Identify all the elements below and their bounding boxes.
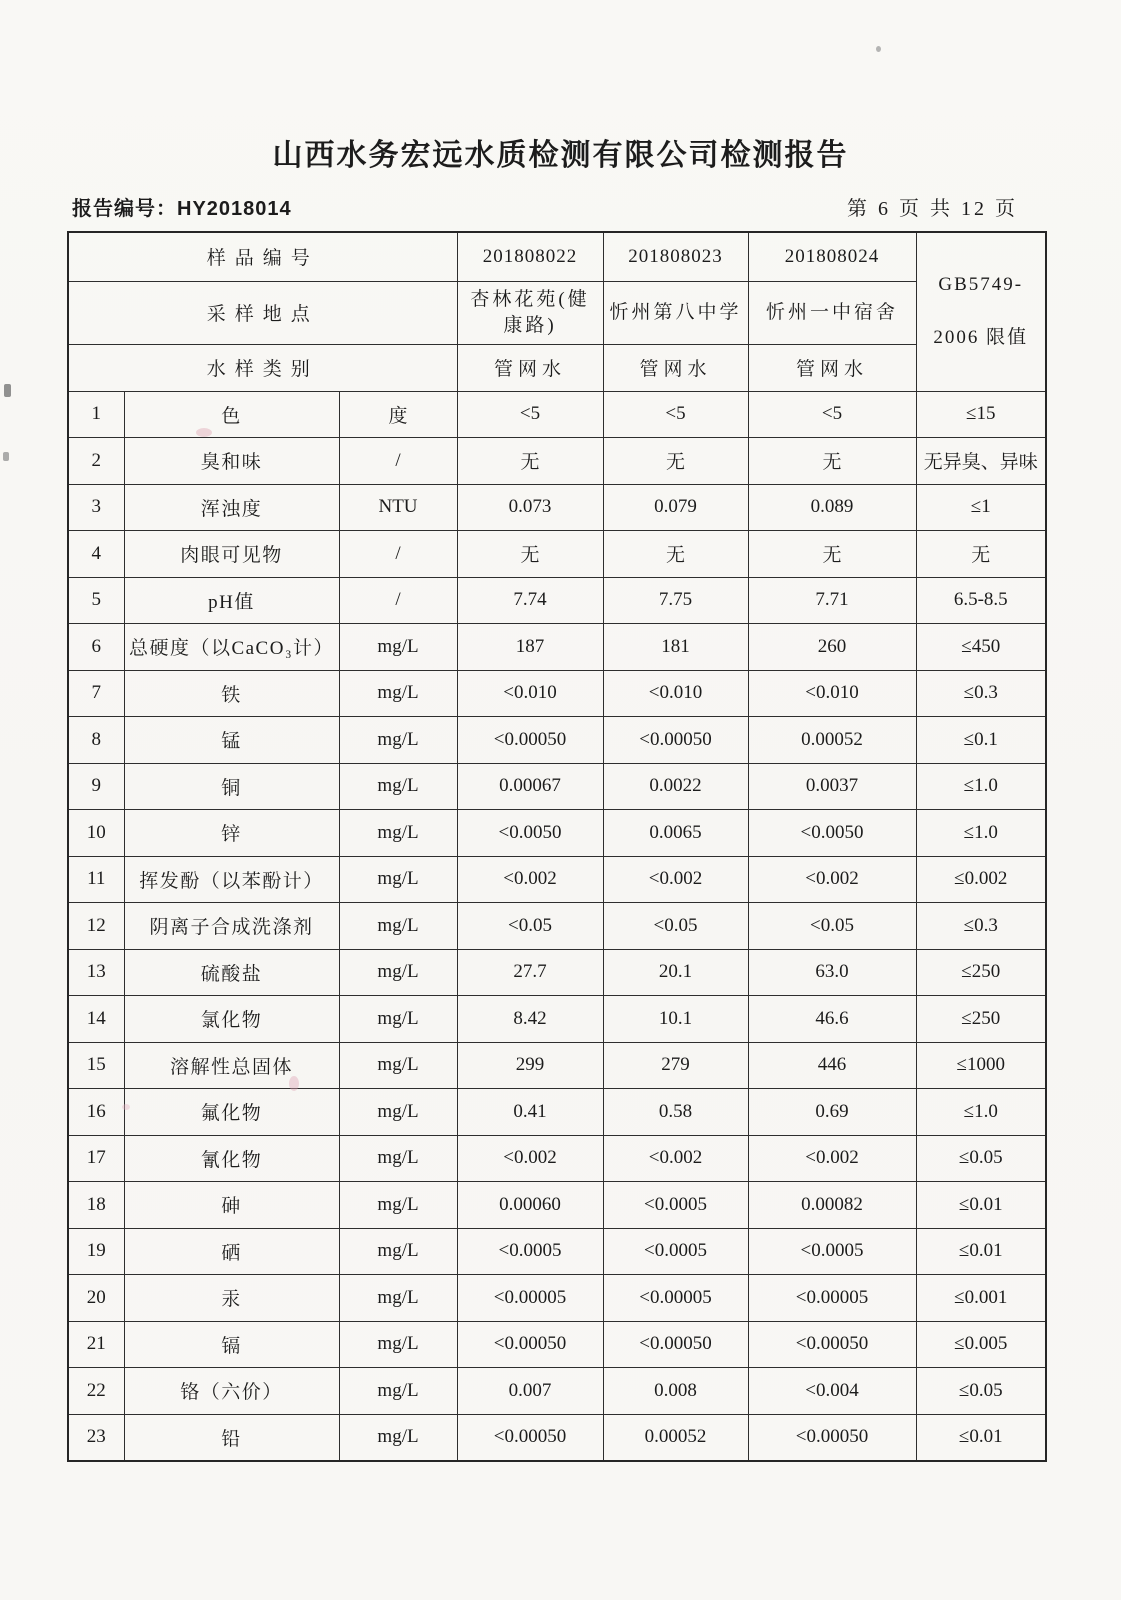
table-row [68,1089,1046,1136]
sample-id-label: 样品编号 [68,232,457,281]
row-number: 12 [68,903,124,950]
parameter-unit: / [339,438,457,485]
sample-id-3: 201808024 [748,232,916,281]
table-row [68,763,1046,810]
parameter-name: 色 [124,391,339,438]
table-row [68,577,1046,624]
row-number: 16 [68,1089,124,1136]
parameter-unit: mg/L [339,1275,457,1322]
row-number: 14 [68,996,124,1043]
table-row [68,670,1046,717]
parameter-unit: mg/L [339,949,457,996]
table-row [68,1228,1046,1275]
row-number: 18 [68,1182,124,1229]
value-sample-3: <5 [748,391,916,438]
value-sample-3: 446 [748,1042,916,1089]
parameter-unit: NTU [339,484,457,531]
value-sample-1: <5 [457,391,603,438]
limit-value: ≤15 [916,391,1046,438]
value-sample-1: <0.00050 [457,717,603,764]
parameter-name: 氟化物 [124,1089,339,1136]
parameter-unit: mg/L [339,903,457,950]
value-sample-2: 0.00052 [603,1414,748,1461]
parameter-unit: mg/L [339,1368,457,1415]
table-row [68,717,1046,764]
value-sample-2: 7.75 [603,577,748,624]
value-sample-1: <0.010 [457,670,603,717]
parameter-name: 浑浊度 [124,484,339,531]
value-sample-3: 无 [748,531,916,578]
parameter-name: 阴离子合成洗涤剂 [124,903,339,950]
table-row [68,1275,1046,1322]
value-sample-2: <5 [603,391,748,438]
value-sample-3: 无 [748,438,916,485]
value-sample-3: <0.05 [748,903,916,950]
value-sample-1: 7.74 [457,577,603,624]
value-sample-2: <0.0005 [603,1228,748,1275]
limit-value: ≤0.002 [916,856,1046,903]
parameter-name: 氰化物 [124,1135,339,1182]
header-row-location [68,281,1046,344]
parameter-name: 铜 [124,763,339,810]
value-sample-3: <0.00005 [748,1275,916,1322]
value-sample-2: 10.1 [603,996,748,1043]
location-2: 忻州第八中学 [603,281,748,344]
parameter-name: 硫酸盐 [124,949,339,996]
location-1: 杏林花苑(健康路) [457,281,603,344]
sample-id-1: 201808022 [457,232,603,281]
limit-value: 6.5-8.5 [916,577,1046,624]
limit-value: ≤0.001 [916,1275,1046,1322]
parameter-name: 铁 [124,670,339,717]
header-row-sample-id [68,232,1046,281]
page-indicator: 第 6 页 共 12 页 [847,198,1018,220]
parameter-unit: mg/L [339,624,457,671]
limit-value: ≤1 [916,484,1046,531]
scan-artifact [4,384,11,397]
row-number: 23 [68,1414,124,1461]
row-number: 1 [68,391,124,438]
value-sample-2: <0.00005 [603,1275,748,1322]
parameter-name: 挥发酚（以苯酚计） [124,856,339,903]
row-number: 2 [68,438,124,485]
parameter-unit: mg/L [339,1228,457,1275]
parameter-unit: mg/L [339,717,457,764]
row-number: 6 [68,624,124,671]
row-number: 10 [68,810,124,857]
value-sample-3: <0.010 [748,670,916,717]
parameter-unit: mg/L [339,670,457,717]
row-number: 13 [68,949,124,996]
value-sample-2: 无 [603,531,748,578]
limit-value: ≤1000 [916,1042,1046,1089]
parameter-unit: mg/L [339,996,457,1043]
value-sample-3: <0.00050 [748,1414,916,1461]
row-number: 19 [68,1228,124,1275]
parameter-name: 臭和味 [124,438,339,485]
limit-value: ≤450 [916,624,1046,671]
row-number: 3 [68,484,124,531]
parameter-unit: / [339,531,457,578]
parameter-unit: mg/L [339,1042,457,1089]
limit-standard-line2: 2006 限值 [933,327,1029,349]
location-3: 忻州一中宿舍 [748,281,916,344]
page-title: 山西水务宏远水质检测有限公司检测报告 [272,139,849,172]
table-row [68,1321,1046,1368]
parameter-name: 砷 [124,1182,339,1229]
limit-value: ≤0.3 [916,903,1046,950]
parameter-unit: / [339,577,457,624]
limit-value: ≤250 [916,949,1046,996]
value-sample-3: 0.69 [748,1089,916,1136]
value-sample-3: <0.0050 [748,810,916,857]
limit-value: ≤1.0 [916,1089,1046,1136]
limit-standard-cell [916,232,1046,391]
table-row [68,1368,1046,1415]
table-row [68,903,1046,950]
parameter-unit: mg/L [339,1182,457,1229]
value-sample-1: 无 [457,438,603,485]
limit-value: ≤1.0 [916,810,1046,857]
parameter-name: pH值 [124,577,339,624]
value-sample-3: 0.089 [748,484,916,531]
value-sample-1: 0.41 [457,1089,603,1136]
row-number: 17 [68,1135,124,1182]
value-sample-2: 0.0022 [603,763,748,810]
row-number: 11 [68,856,124,903]
value-sample-1: 8.42 [457,996,603,1043]
limit-value: ≤0.3 [916,670,1046,717]
water-type-label: 水样类别 [68,344,457,391]
value-sample-3: <0.002 [748,1135,916,1182]
limit-value: ≤0.01 [916,1182,1046,1229]
parameter-name: 镉 [124,1321,339,1368]
parameter-unit: mg/L [339,1414,457,1461]
value-sample-1: <0.0005 [457,1228,603,1275]
parameter-name: 汞 [124,1275,339,1322]
parameter-name: 氯化物 [124,996,339,1043]
value-sample-1: 299 [457,1042,603,1089]
header-row-water-type [68,344,1046,391]
limit-value: 无 [916,531,1046,578]
value-sample-1: <0.00050 [457,1321,603,1368]
results-table [67,231,1047,1462]
row-number: 15 [68,1042,124,1089]
value-sample-1: <0.002 [457,1135,603,1182]
parameter-unit: mg/L [339,1135,457,1182]
value-sample-1: 0.00060 [457,1182,603,1229]
value-sample-3: 7.71 [748,577,916,624]
limit-value: ≤0.01 [916,1228,1046,1275]
value-sample-1: 0.007 [457,1368,603,1415]
scan-artifact [3,452,9,461]
value-sample-2: <0.002 [603,856,748,903]
value-sample-1: <0.00005 [457,1275,603,1322]
report-meta [72,192,1020,221]
table-row [68,484,1046,531]
limit-value: 无异臭、异味 [916,438,1046,485]
value-sample-2: 0.58 [603,1089,748,1136]
parameter-name: 肉眼可见物 [124,531,339,578]
value-sample-2: 0.0065 [603,810,748,857]
table-row [68,1042,1046,1089]
location-label: 采样地点 [68,281,457,344]
parameter-name: 锌 [124,810,339,857]
table-row [68,1414,1046,1461]
table-row [68,624,1046,671]
table-header [68,232,1046,391]
table-row [68,810,1046,857]
scan-artifact [876,46,881,52]
report-number: 报告编号：HY2018014 [72,198,292,220]
water-type-2: 管网水 [603,344,748,391]
value-sample-3: <0.0005 [748,1228,916,1275]
row-number: 9 [68,763,124,810]
value-sample-3: 0.00082 [748,1182,916,1229]
value-sample-2: 0.079 [603,484,748,531]
value-sample-2: <0.002 [603,1135,748,1182]
row-number: 8 [68,717,124,764]
parameter-unit: 度 [339,391,457,438]
parameter-unit: mg/L [339,810,457,857]
water-type-3: 管网水 [748,344,916,391]
limit-value: ≤0.005 [916,1321,1046,1368]
value-sample-2: <0.010 [603,670,748,717]
value-sample-3: 46.6 [748,996,916,1043]
value-sample-2: 181 [603,624,748,671]
parameter-name: 铬（六价） [124,1368,339,1415]
limit-value: ≤0.1 [916,717,1046,764]
value-sample-2: 0.008 [603,1368,748,1415]
value-sample-3: 260 [748,624,916,671]
parameter-name: 铅 [124,1414,339,1461]
table-row [68,391,1046,438]
value-sample-1: 0.00067 [457,763,603,810]
row-number: 20 [68,1275,124,1322]
value-sample-3: 0.00052 [748,717,916,764]
value-sample-2: 20.1 [603,949,748,996]
table-body [68,391,1046,1461]
table-row [68,856,1046,903]
value-sample-1: <0.05 [457,903,603,950]
table-row [68,996,1046,1043]
limit-value: ≤250 [916,996,1046,1043]
limit-value: ≤0.01 [916,1414,1046,1461]
value-sample-1: 无 [457,531,603,578]
row-number: 5 [68,577,124,624]
limit-value: ≤0.05 [916,1135,1046,1182]
limit-value: ≤0.05 [916,1368,1046,1415]
value-sample-2: <0.00050 [603,1321,748,1368]
parameter-name: 锰 [124,717,339,764]
parameter-name: 总硬度（以CaCO₃计） [124,624,339,671]
value-sample-2: <0.05 [603,903,748,950]
parameter-unit: mg/L [339,856,457,903]
value-sample-3: <0.00050 [748,1321,916,1368]
water-type-1: 管网水 [457,344,603,391]
row-number: 7 [68,670,124,717]
parameter-unit: mg/L [339,1321,457,1368]
value-sample-1: 27.7 [457,949,603,996]
row-number: 4 [68,531,124,578]
table-row [68,1135,1046,1182]
sample-id-2: 201808023 [603,232,748,281]
parameter-unit: mg/L [339,1089,457,1136]
value-sample-3: 0.0037 [748,763,916,810]
value-sample-1: 0.073 [457,484,603,531]
value-sample-2: 无 [603,438,748,485]
value-sample-1: <0.002 [457,856,603,903]
value-sample-2: <0.00050 [603,717,748,764]
value-sample-1: <0.0050 [457,810,603,857]
value-sample-3: 63.0 [748,949,916,996]
row-number: 22 [68,1368,124,1415]
parameter-unit: mg/L [339,763,457,810]
table-row [68,438,1046,485]
limit-value: ≤1.0 [916,763,1046,810]
value-sample-2: 279 [603,1042,748,1089]
limit-standard-line1: GB5749- [938,274,1024,296]
value-sample-3: <0.004 [748,1368,916,1415]
row-number: 21 [68,1321,124,1368]
value-sample-2: <0.0005 [603,1182,748,1229]
table-row [68,1182,1046,1229]
parameter-name: 硒 [124,1228,339,1275]
table-row [68,949,1046,996]
value-sample-1: <0.00050 [457,1414,603,1461]
value-sample-1: 187 [457,624,603,671]
value-sample-3: <0.002 [748,856,916,903]
table-row [68,531,1046,578]
parameter-name: 溶解性总固体 [124,1042,339,1089]
